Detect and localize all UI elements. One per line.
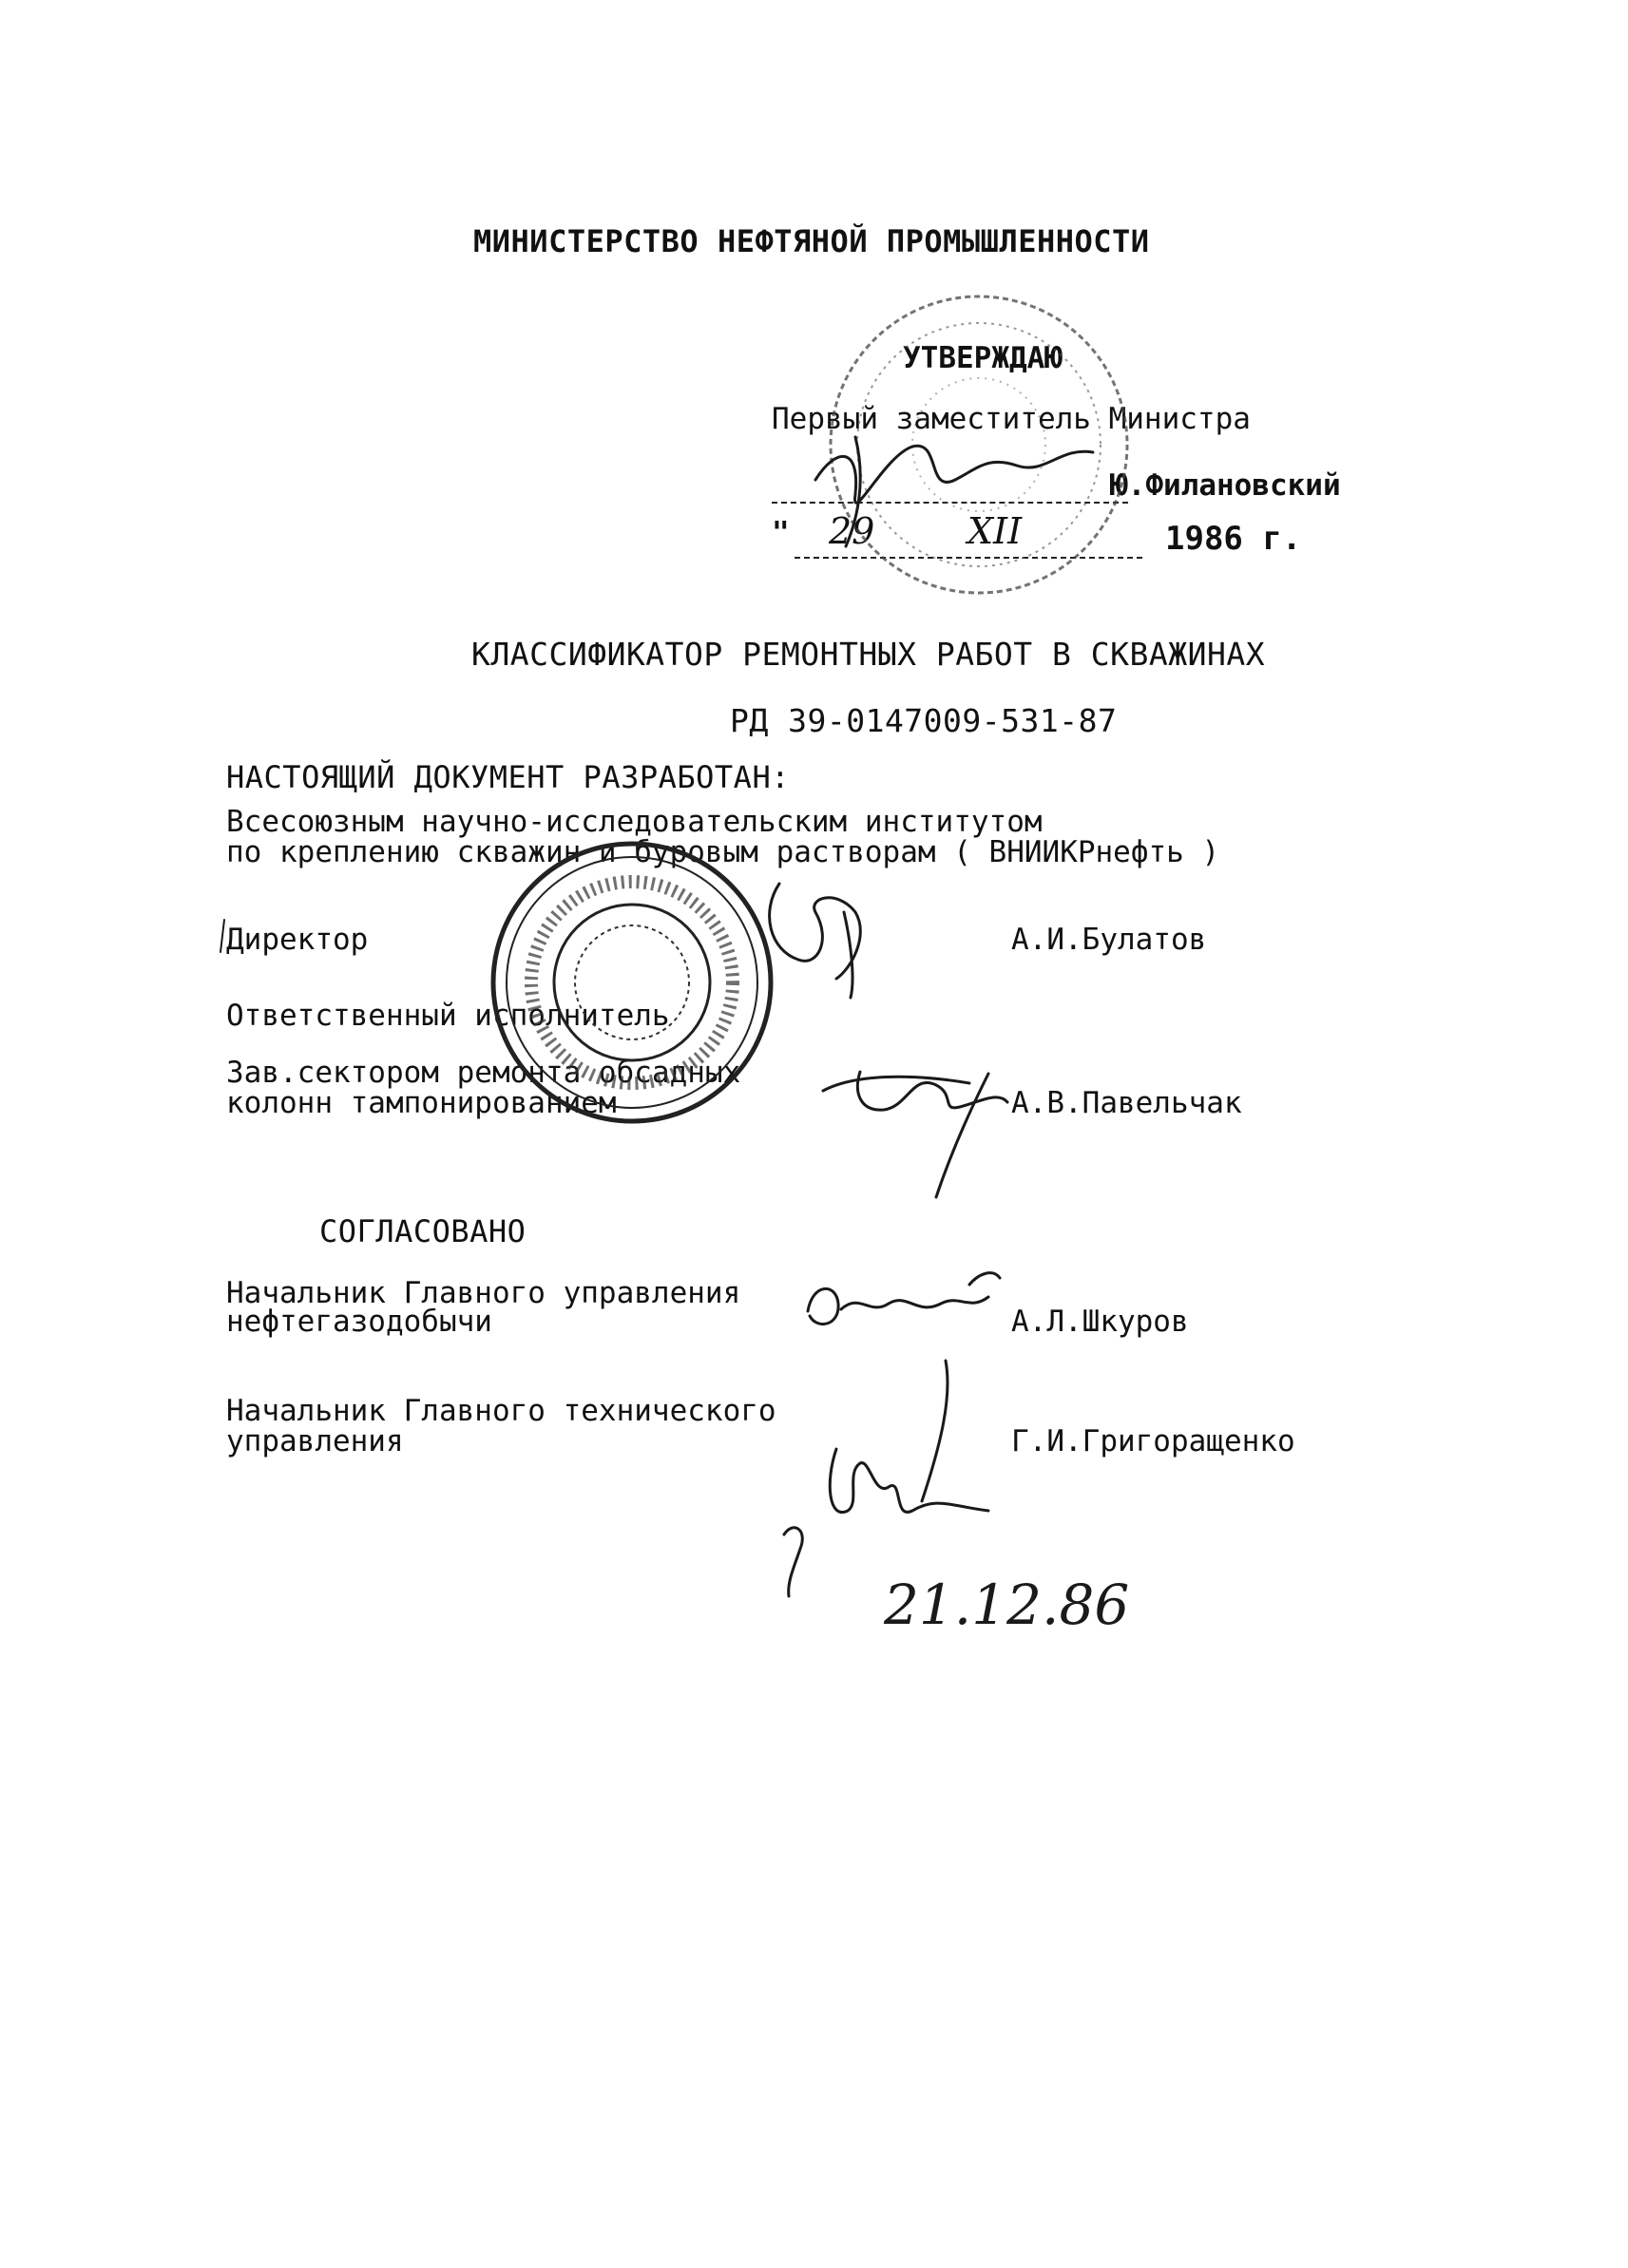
document-code: РД 39-0147009-531-87 xyxy=(730,702,1118,739)
developed-org-line1: Всесоюзным научно-исследовательским институтом xyxy=(226,805,1043,839)
agreed1-role-line2: нефтегазодобычи xyxy=(226,1305,492,1339)
approval-date-day: 29 xyxy=(829,510,875,552)
developed-heading: НАСТОЯЩИЙ ДОКУМЕНТ РАЗРАБОТАН: xyxy=(226,759,790,795)
agreed1-name: А.Л.Шкуров xyxy=(1011,1305,1189,1339)
developed-org-line2: по креплению скважин и буровым растворам ( ВНИИКРнефть ) xyxy=(226,835,1220,869)
ministry-heading: МИНИСТЕРСТВО НЕФТЯНОЙ ПРОМЫШЛЕННОСТИ xyxy=(473,223,1150,259)
agreed-heading: СОГЛАСОВАНО xyxy=(319,1213,527,1249)
director-signature xyxy=(770,884,861,998)
executor-name: А.В.Павельчак xyxy=(1011,1086,1242,1120)
approval-position: Первый заместитель Министра xyxy=(772,402,1251,436)
approval-signature-line xyxy=(772,502,1128,504)
margin-mark xyxy=(220,920,224,952)
approval-date-line xyxy=(795,557,1142,559)
agreed2-role-line2: управления xyxy=(226,1424,404,1458)
executor-role-line2: колонн тампонированием xyxy=(226,1086,617,1120)
executor-heading: Ответственный исполнитель xyxy=(226,999,670,1033)
approval-heading: УТВЕРЖДАЮ xyxy=(903,341,1063,375)
approval-date-quote: " xyxy=(772,516,790,550)
handwritten-date-note: 21.12.86 xyxy=(884,1572,1130,1637)
executor-role-line1: Зав.сектором ремонта обсадных xyxy=(226,1056,741,1090)
approval-name: Ю.Филановский xyxy=(1110,468,1341,503)
director-role: Директор xyxy=(226,923,369,957)
director-name: А.И.Булатов xyxy=(1011,923,1207,957)
approval-date-year: 1986 г. xyxy=(1165,520,1302,558)
document-title: КЛАССИФИКАТОР РЕМОНТНЫХ РАБОТ В СКВАЖИНАХ xyxy=(471,636,1266,673)
approval-date-month: XII xyxy=(967,510,1023,552)
agreed2-name: Г.И.Григоращенко xyxy=(1011,1424,1295,1458)
agreed2-signature xyxy=(784,1361,988,1596)
executor-signature xyxy=(823,1072,1007,1197)
agreed1-role-line1: Начальник Главного управления xyxy=(226,1276,741,1310)
agreed1-signature xyxy=(808,1273,1000,1325)
agreed2-role-line1: Начальник Главного технического xyxy=(226,1394,776,1428)
